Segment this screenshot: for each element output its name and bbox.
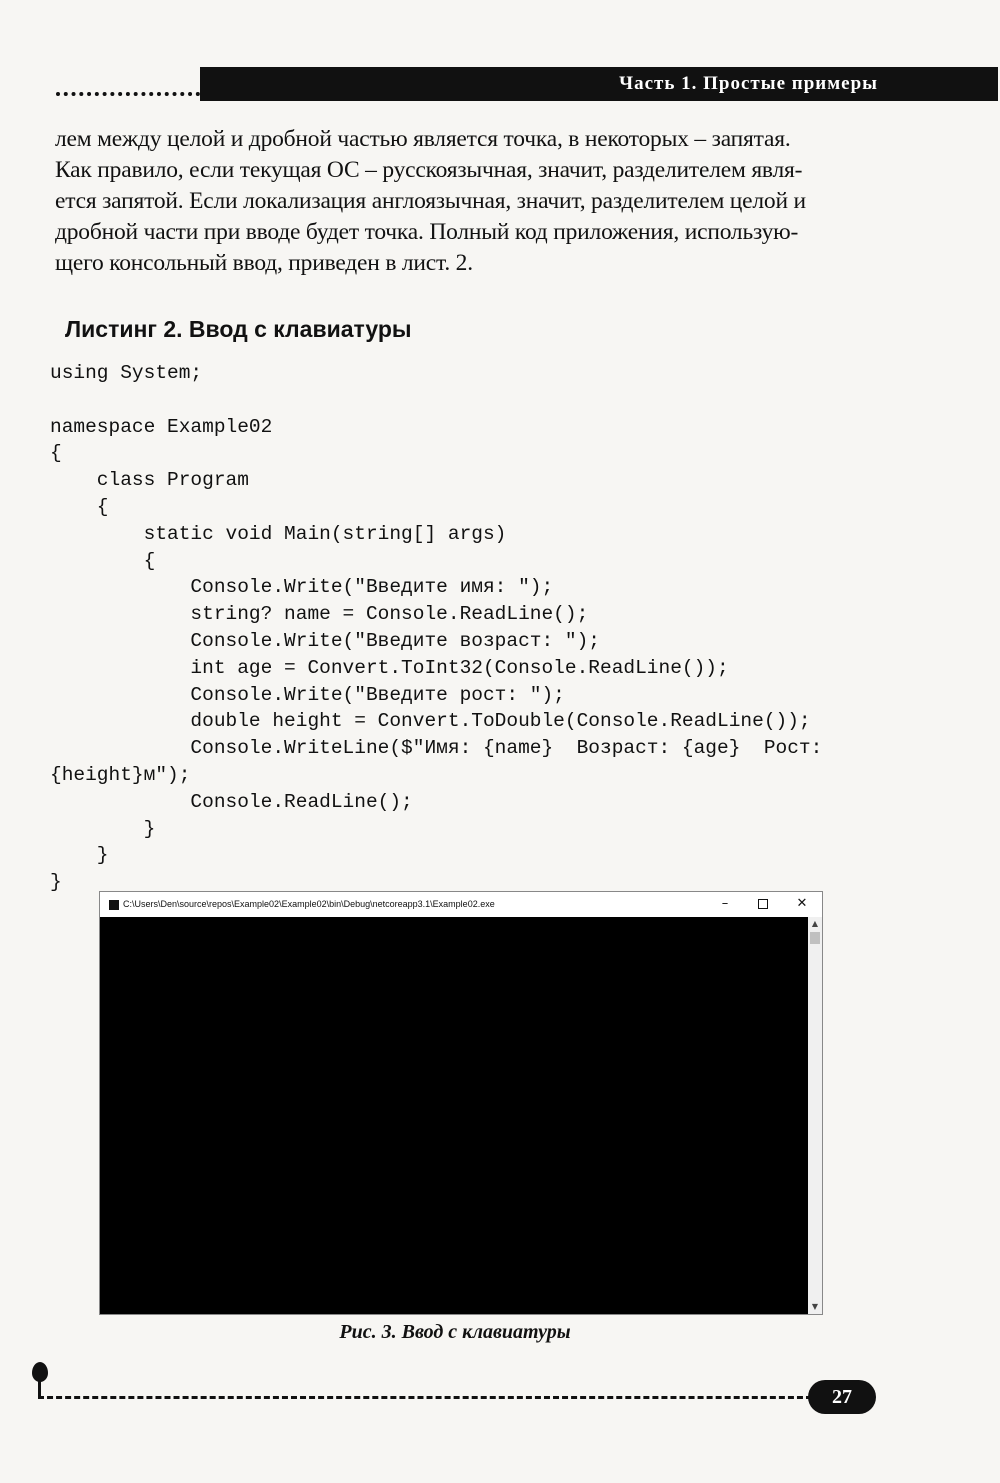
body-line: ется запятой. Если локализация англоязычная, значит, разделителем целой и [55, 188, 806, 214]
code-line: using System; [50, 362, 203, 384]
body-line: Как правило, если текущая ОС – русскоязычная, значит, разделителем явля- [55, 157, 803, 183]
listing-title: Листинг 2. Ввод с клавиатуры [65, 316, 412, 342]
code-line: double height = Convert.ToDouble(Console.ReadLine()); [50, 710, 811, 733]
page-number: 27 [808, 1380, 876, 1414]
code-line: { [50, 495, 109, 518]
console-window-screenshot [99, 891, 823, 1315]
code-listing [50, 360, 950, 896]
code-line: } [50, 844, 109, 867]
figure-caption: Рис. 3. Ввод с клавиатуры [339, 1321, 571, 1343]
console-window-title: C:\Users\Den\source\repos\Example02\Example02\bin\Debug\netcoreapp3.1\Example02.exe [123, 899, 495, 909]
header-dotted-rule [56, 92, 200, 96]
code-line: } [50, 817, 156, 840]
code-line: Console.ReadLine(); [50, 790, 413, 813]
code-line: Console.WriteLine($"Имя: {name} Возраст: {age} Рост: [50, 737, 823, 760]
body-paragraph [55, 124, 877, 279]
code-line: Console.Write("Введите возраст: "); [50, 629, 600, 652]
console-app-icon [109, 900, 119, 910]
code-line: namespace Example02 [50, 415, 273, 438]
footer-drop-ornament-icon [32, 1362, 48, 1382]
scroll-thumb [810, 932, 820, 944]
minimize-icon: – [721, 896, 729, 911]
footer-dashed-rule [38, 1396, 812, 1399]
footer-drop-stem [38, 1380, 41, 1396]
code-line: class Program [50, 469, 249, 492]
scroll-down-icon: ▼ [811, 1302, 819, 1311]
console-scrollbar [808, 917, 822, 1314]
code-line [50, 387, 950, 414]
maximize-icon [749, 894, 777, 914]
console-titlebar [100, 892, 822, 918]
code-line: Console.Write("Введите имя: "); [50, 576, 554, 599]
code-line: { [50, 442, 62, 465]
code-line: string? name = Console.ReadLine(); [50, 603, 589, 626]
close-icon: ✕ [796, 896, 808, 911]
code-line: { [50, 549, 156, 572]
scroll-up-icon: ▲ [811, 919, 819, 928]
code-line: } [50, 871, 62, 894]
code-line: {height}м"); [50, 763, 191, 786]
body-line: дробной части при вводе будет точка. Полный код приложения, использую- [55, 219, 799, 245]
body-line: лем между целой и дробной частью является точка, в некоторых – запятая. [55, 126, 791, 152]
code-line: static void Main(string[] args) [50, 522, 507, 545]
code-line: int age = Convert.ToInt32(Console.ReadLine()); [50, 656, 729, 679]
body-line: щего консольный ввод, приведен в лист. 2. [55, 250, 473, 276]
console-screen [100, 917, 808, 1314]
running-header [200, 67, 998, 101]
code-line: Console.Write("Введите рост: "); [50, 683, 565, 706]
running-title: Часть 1. Простые примеры [619, 73, 878, 94]
